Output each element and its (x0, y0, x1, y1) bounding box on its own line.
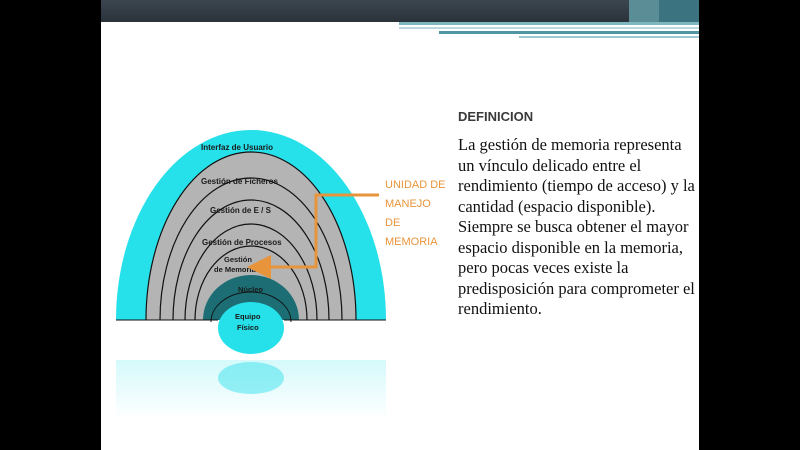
definition-title: DEFINICION (458, 109, 534, 124)
label-hardware-1: Equipo (235, 312, 261, 321)
label-hardware-2: Físico (237, 323, 259, 332)
label-user-interface: Interfaz de Usuario (201, 143, 274, 152)
callout-line-3: DE (385, 217, 401, 229)
label-file-management: Gestión de Ficheros (201, 177, 278, 186)
os-layers-diagram (101, 0, 451, 430)
definition-body: La gestión de memoria representa un vínculo delicado entre el rendimiento (tiempo de acceso) y la cantidad (espacio disponible). Siempre se busca obtener el mayor espacio disponible en la memoria, pero pocas veces existe la predisposición para comprometer el rendimiento. (458, 135, 695, 318)
label-memory-management-1: Gestión (224, 255, 252, 264)
callout-line-2: MANEJO (385, 198, 431, 210)
slide (101, 0, 699, 450)
label-process-management: Gestión de Procesos (202, 238, 282, 247)
label-kernel: Núcleo (238, 285, 264, 294)
label-memory-management-2: de Memoria (214, 265, 256, 274)
callout-line-4: MEMORIA (385, 236, 438, 248)
label-io-management: Gestión de E / S (210, 206, 271, 215)
callout-line-1: UNIDAD DE (385, 179, 446, 191)
